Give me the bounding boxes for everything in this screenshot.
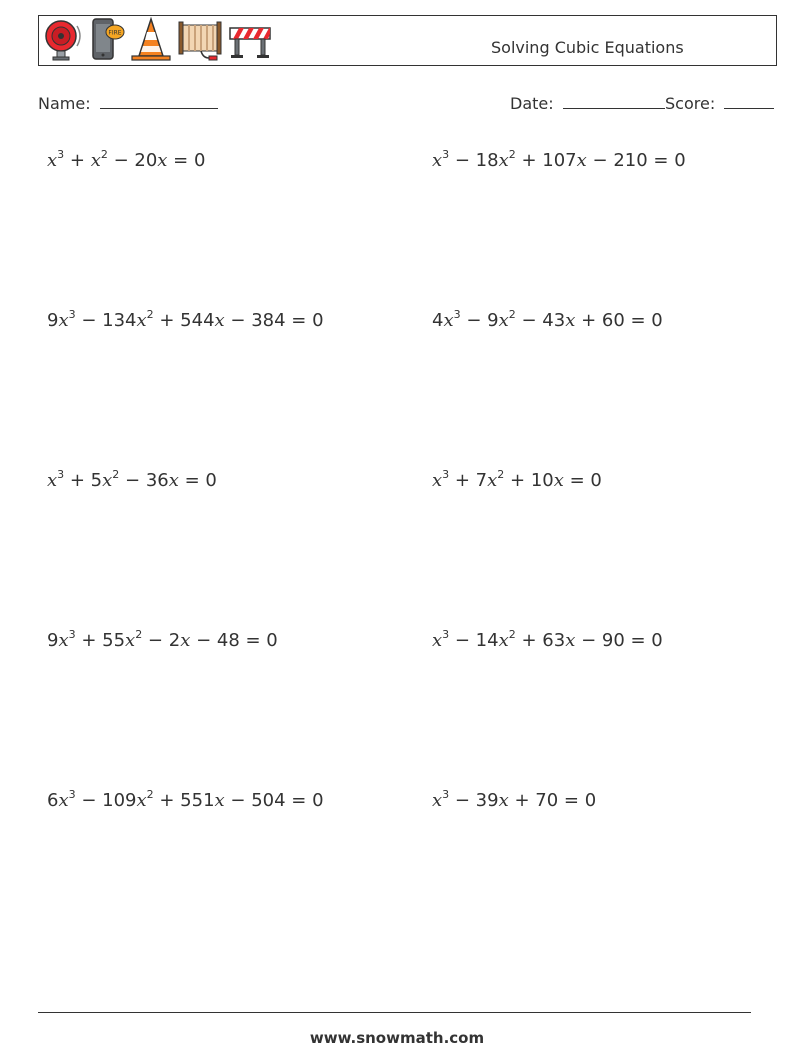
variable: x bbox=[498, 790, 509, 811]
footer-divider bbox=[38, 1012, 751, 1013]
exponent: 2 bbox=[135, 628, 143, 641]
score-field bbox=[665, 94, 774, 113]
svg-text:FIRE: FIRE bbox=[108, 29, 122, 37]
variable: x bbox=[136, 790, 147, 811]
equation-text: = 0 bbox=[563, 470, 602, 491]
variable: x bbox=[180, 630, 191, 651]
exponent: 3 bbox=[442, 788, 450, 801]
equation-text: − 504 = 0 bbox=[224, 790, 324, 811]
equation-text: + 551 bbox=[153, 790, 215, 811]
alarm-bell-icon bbox=[43, 16, 85, 66]
equation-text: − 109 bbox=[75, 790, 137, 811]
exponent: 2 bbox=[146, 308, 154, 321]
variable: x bbox=[214, 790, 225, 811]
problem-3 bbox=[47, 310, 324, 331]
name-blank bbox=[100, 94, 218, 109]
variable: x bbox=[157, 150, 168, 171]
variable: x bbox=[47, 470, 58, 491]
equation-text: = 0 bbox=[178, 470, 217, 491]
equation-text: − 18 bbox=[449, 150, 499, 171]
problem-5 bbox=[47, 470, 217, 491]
problem-8 bbox=[432, 630, 663, 651]
exponent: 3 bbox=[57, 468, 65, 481]
variable: x bbox=[443, 310, 454, 331]
equation-text: + 63 bbox=[515, 630, 566, 651]
variable: x bbox=[565, 630, 576, 651]
equation-text: − 39 bbox=[449, 790, 499, 811]
exponent: 2 bbox=[497, 468, 505, 481]
date-field bbox=[510, 94, 665, 113]
variable: x bbox=[432, 150, 443, 171]
equation-text: + bbox=[64, 150, 91, 171]
equation-text: + 10 bbox=[504, 470, 554, 491]
equation-text: + 544 bbox=[153, 310, 215, 331]
variable: x bbox=[136, 310, 147, 331]
equation-text: 6 bbox=[47, 790, 59, 811]
variable: x bbox=[576, 150, 587, 171]
variable: x bbox=[498, 310, 509, 331]
exponent: 3 bbox=[442, 148, 450, 161]
variable: x bbox=[90, 150, 101, 171]
exponent: 2 bbox=[112, 468, 120, 481]
variable: x bbox=[487, 470, 498, 491]
exponent: 2 bbox=[146, 788, 154, 801]
variable: x bbox=[432, 470, 443, 491]
equation-text: − 43 bbox=[515, 310, 566, 331]
equation-text: − 20 bbox=[107, 150, 158, 171]
equation-text: − 48 = 0 bbox=[190, 630, 278, 651]
equation-text: + 7 bbox=[449, 470, 488, 491]
worksheet-header bbox=[38, 15, 777, 66]
problem-4 bbox=[432, 310, 663, 331]
variable: x bbox=[498, 630, 509, 651]
problem-1 bbox=[47, 150, 205, 171]
exponent: 2 bbox=[508, 308, 516, 321]
problem-6 bbox=[432, 470, 602, 491]
name-label: Name: bbox=[38, 94, 91, 113]
score-blank bbox=[724, 94, 774, 109]
equation-text: + 107 bbox=[515, 150, 577, 171]
header-icons bbox=[43, 18, 277, 64]
date-blank bbox=[563, 94, 665, 109]
exponent: 2 bbox=[100, 148, 108, 161]
equation-text: 4 bbox=[432, 310, 444, 331]
road-barrier-icon bbox=[227, 16, 273, 66]
equation-text: + 5 bbox=[64, 470, 103, 491]
problem-9 bbox=[47, 790, 324, 811]
traffic-cone-icon bbox=[129, 16, 173, 66]
variable: x bbox=[58, 630, 69, 651]
score-label: Score: bbox=[665, 94, 716, 113]
equation-text: 9 bbox=[47, 630, 59, 651]
phone-fire-alert-icon bbox=[89, 16, 125, 66]
page-title: Solving Cubic Equations bbox=[491, 38, 684, 57]
equation-text: − 384 = 0 bbox=[224, 310, 324, 331]
variable: x bbox=[498, 150, 509, 171]
equation-text: − 134 bbox=[75, 310, 137, 331]
exponent: 3 bbox=[453, 308, 461, 321]
equation-text: − 14 bbox=[449, 630, 499, 651]
problem-2 bbox=[432, 150, 686, 171]
equation-text: − 210 = 0 bbox=[586, 150, 686, 171]
variable: x bbox=[432, 630, 443, 651]
name-field bbox=[38, 94, 218, 113]
exponent: 3 bbox=[442, 628, 450, 641]
variable: x bbox=[47, 150, 58, 171]
equation-text: = 0 bbox=[167, 150, 206, 171]
exponent: 3 bbox=[68, 308, 76, 321]
variable: x bbox=[565, 310, 576, 331]
equation-text: + 60 = 0 bbox=[575, 310, 663, 331]
equation-text: − 2 bbox=[142, 630, 181, 651]
exponent: 2 bbox=[508, 628, 516, 641]
problem-7 bbox=[47, 630, 278, 651]
equation-text: + 70 = 0 bbox=[508, 790, 597, 811]
variable: x bbox=[553, 470, 564, 491]
problem-10 bbox=[432, 790, 596, 811]
exponent: 3 bbox=[68, 628, 76, 641]
variable: x bbox=[58, 790, 69, 811]
exponent: 2 bbox=[508, 148, 516, 161]
exponent: 3 bbox=[57, 148, 65, 161]
variable: x bbox=[168, 470, 179, 491]
variable: x bbox=[125, 630, 136, 651]
equation-text: − 90 = 0 bbox=[575, 630, 663, 651]
date-label: Date: bbox=[510, 94, 554, 113]
footer-url: www.snowmath.com bbox=[309, 1029, 485, 1047]
variable: x bbox=[102, 470, 113, 491]
equation-text: − 36 bbox=[119, 470, 169, 491]
equation-text: 9 bbox=[47, 310, 59, 331]
variable: x bbox=[58, 310, 69, 331]
exponent: 3 bbox=[68, 788, 76, 801]
variable: x bbox=[214, 310, 225, 331]
fire-hose-icon bbox=[177, 16, 223, 66]
equation-text: + 55 bbox=[75, 630, 126, 651]
exponent: 3 bbox=[442, 468, 450, 481]
variable: x bbox=[432, 790, 443, 811]
equation-text: − 9 bbox=[460, 310, 499, 331]
